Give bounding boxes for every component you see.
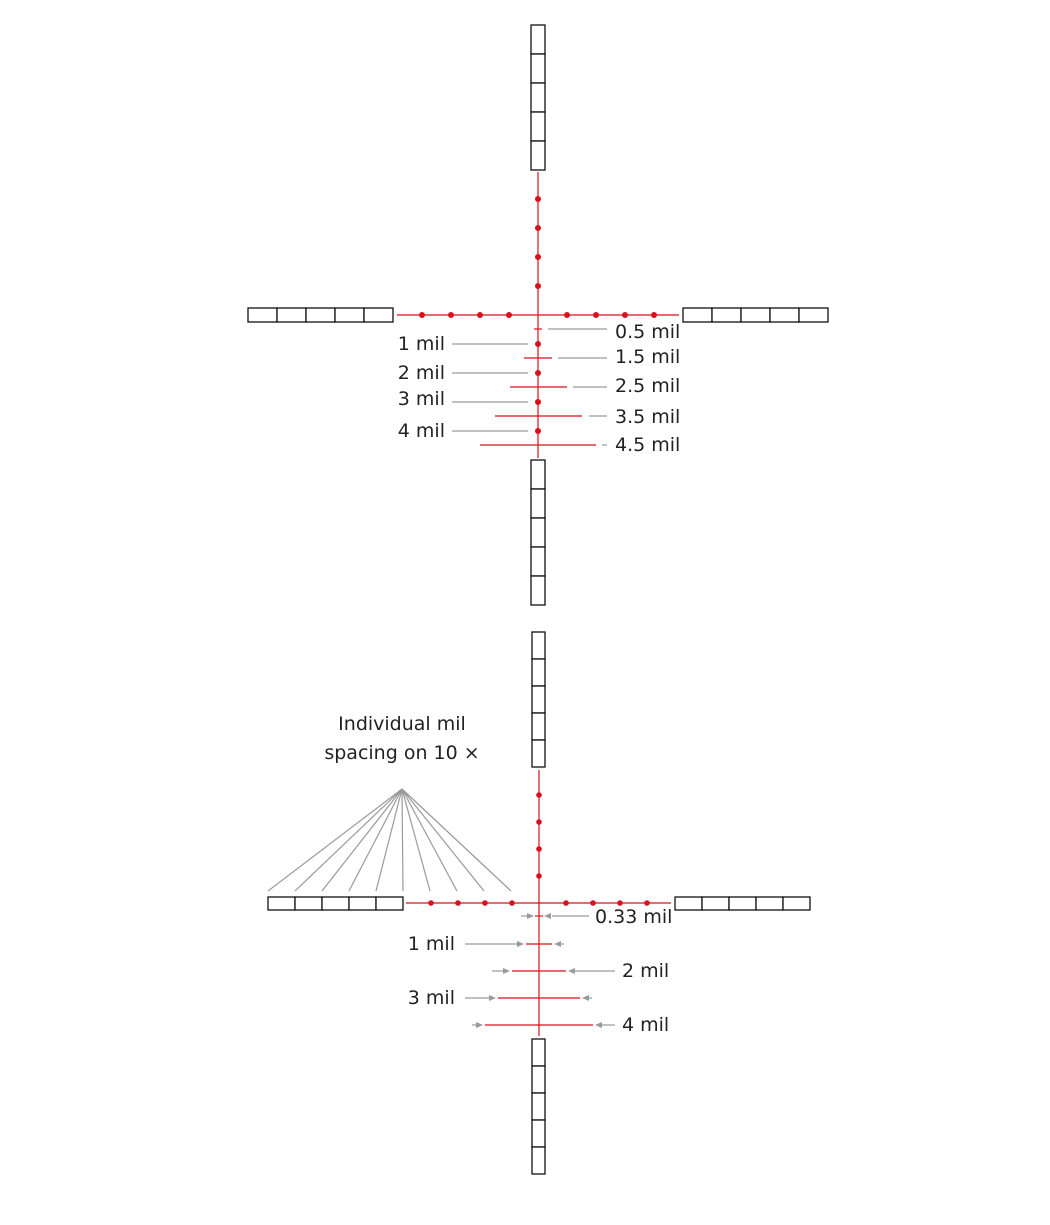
bottom-label-3-mil: 3 mil (407, 987, 455, 1009)
top-label-2-mil: 2 mil (397, 362, 445, 384)
annotation-title-line-1: Individual mil (338, 713, 466, 735)
top-reticle-left-post (248, 308, 393, 322)
bottom-label-1-mil: 1 mil (407, 933, 455, 955)
bottom-label-0-33-mil: 0.33 mil (595, 906, 673, 928)
bottom-label-4-mil: 4 mil (622, 1014, 670, 1036)
top-reticle-top-post (531, 25, 545, 170)
top-label-0-5-mil: 0.5 mil (615, 321, 681, 343)
top-reticle-right-post (683, 308, 828, 322)
top-label-2-5-mil: 2.5 mil (615, 375, 681, 397)
bottom-reticle-left-post (268, 897, 403, 910)
bottom-reticle-top-post (532, 632, 545, 767)
top-label-4-mil: 4 mil (397, 420, 445, 442)
top-reticle-bottom-post (531, 460, 545, 605)
top-reticle (248, 25, 828, 605)
top-label-1-mil: 1 mil (397, 333, 445, 355)
bottom-reticle-right-post (675, 897, 810, 910)
annotation-fan-lines (268, 789, 511, 891)
annotation-title-line-2: spacing on 10 × (324, 742, 480, 764)
bottom-label-2-mil: 2 mil (622, 960, 670, 982)
top-label-4-5-mil: 4.5 mil (615, 434, 681, 456)
top-label-3-mil: 3 mil (397, 388, 445, 410)
bottom-reticle-bottom-post (532, 1039, 545, 1174)
top-label-1-5-mil: 1.5 mil (615, 346, 681, 368)
bottom-reticle (268, 632, 810, 1174)
top-label-3-5-mil: 3.5 mil (615, 406, 681, 428)
